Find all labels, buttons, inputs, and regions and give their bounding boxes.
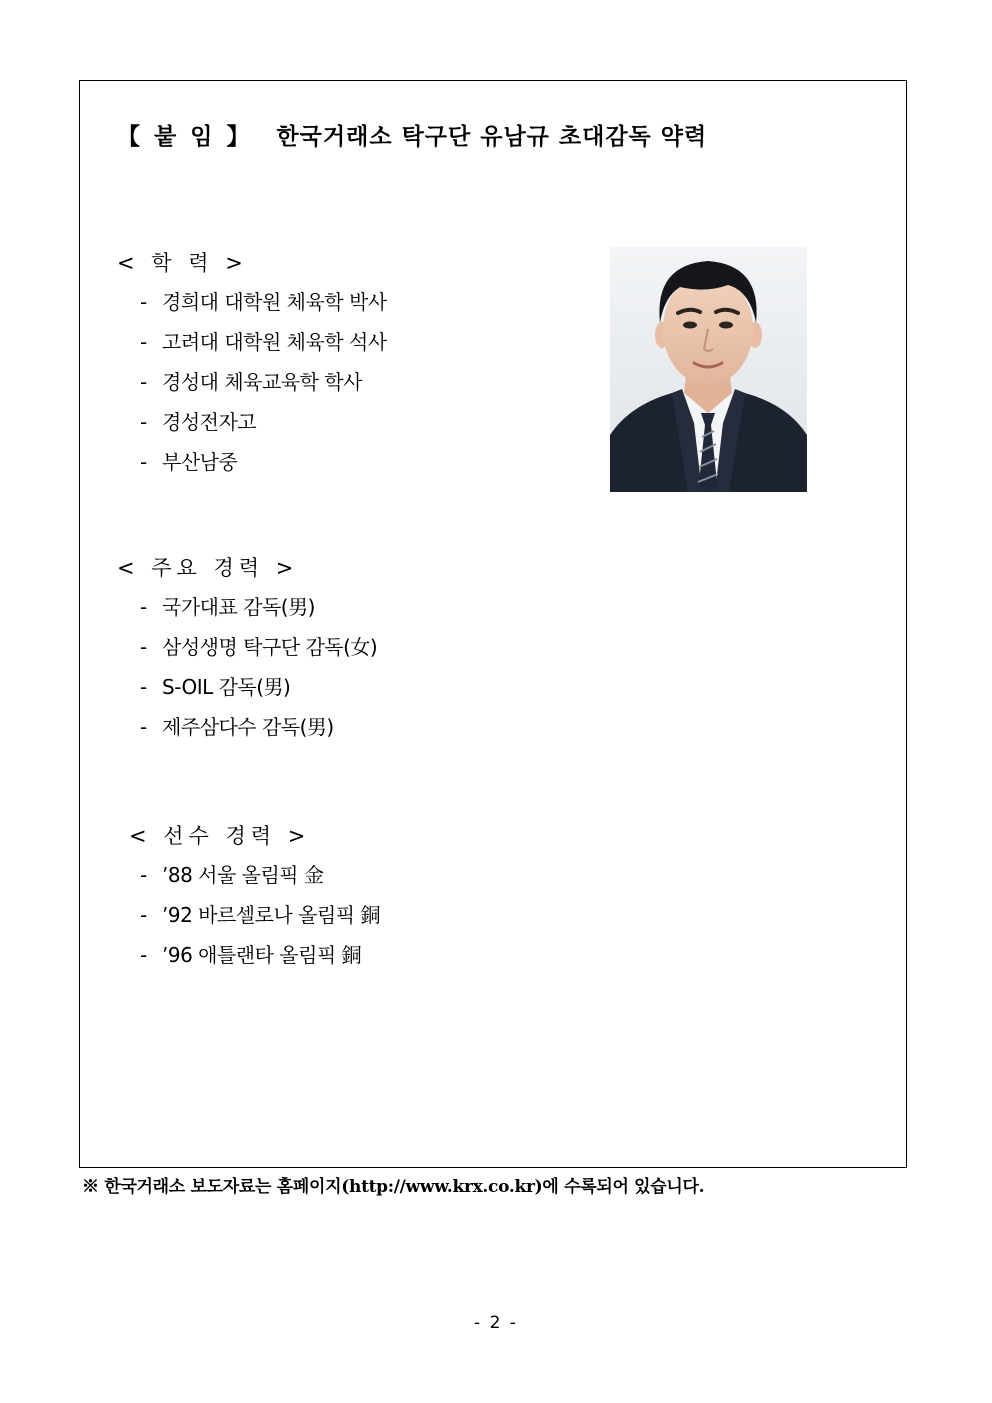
list-item: - 삼성생명 탁구단 감독(女) (140, 635, 378, 659)
attachment-tag: 【 붙 임 】 (117, 124, 253, 150)
list-item: - 제주삼다수 감독(男) (140, 715, 334, 739)
page-number: - 2 - (474, 1313, 518, 1333)
footer-note: ※ 한국거래소 보도자료는 홈페이지(http://www.krx.co.kr)에 수록되어 있습니다. (82, 1177, 705, 1197)
list-item: - S-OIL 감독(男) (140, 675, 291, 699)
list-item: - 경성전자고 (140, 410, 257, 434)
title-text: 한국거래소 탁구단 유남규 초대감독 약력 (276, 124, 708, 150)
career-list (140, 593, 377, 753)
list-item: - 경희대 대학원 체육학 박사 (140, 290, 387, 314)
career-heading: < 주요 경력 > (117, 556, 299, 580)
list-item: - ’96 애틀랜타 올림픽 銅 (140, 943, 362, 967)
education-heading: < 학 력 > (117, 251, 248, 275)
portrait-photo (610, 247, 807, 492)
player-list (140, 861, 380, 981)
education-list (140, 288, 387, 488)
player-heading: < 선수 경력 > (129, 824, 311, 848)
list-item: - 국가대표 감독(男) (140, 595, 315, 619)
list-item: - 부산남중 (140, 450, 238, 474)
list-item: - ’92 바르셀로나 올림픽 銅 (140, 903, 380, 927)
list-item: - 경성대 체육교육학 학사 (140, 370, 362, 394)
document-title (117, 118, 707, 151)
list-item: - 고려대 대학원 체육학 석사 (140, 330, 387, 354)
list-item: - ’88 서울 올림픽 金 (140, 863, 324, 887)
